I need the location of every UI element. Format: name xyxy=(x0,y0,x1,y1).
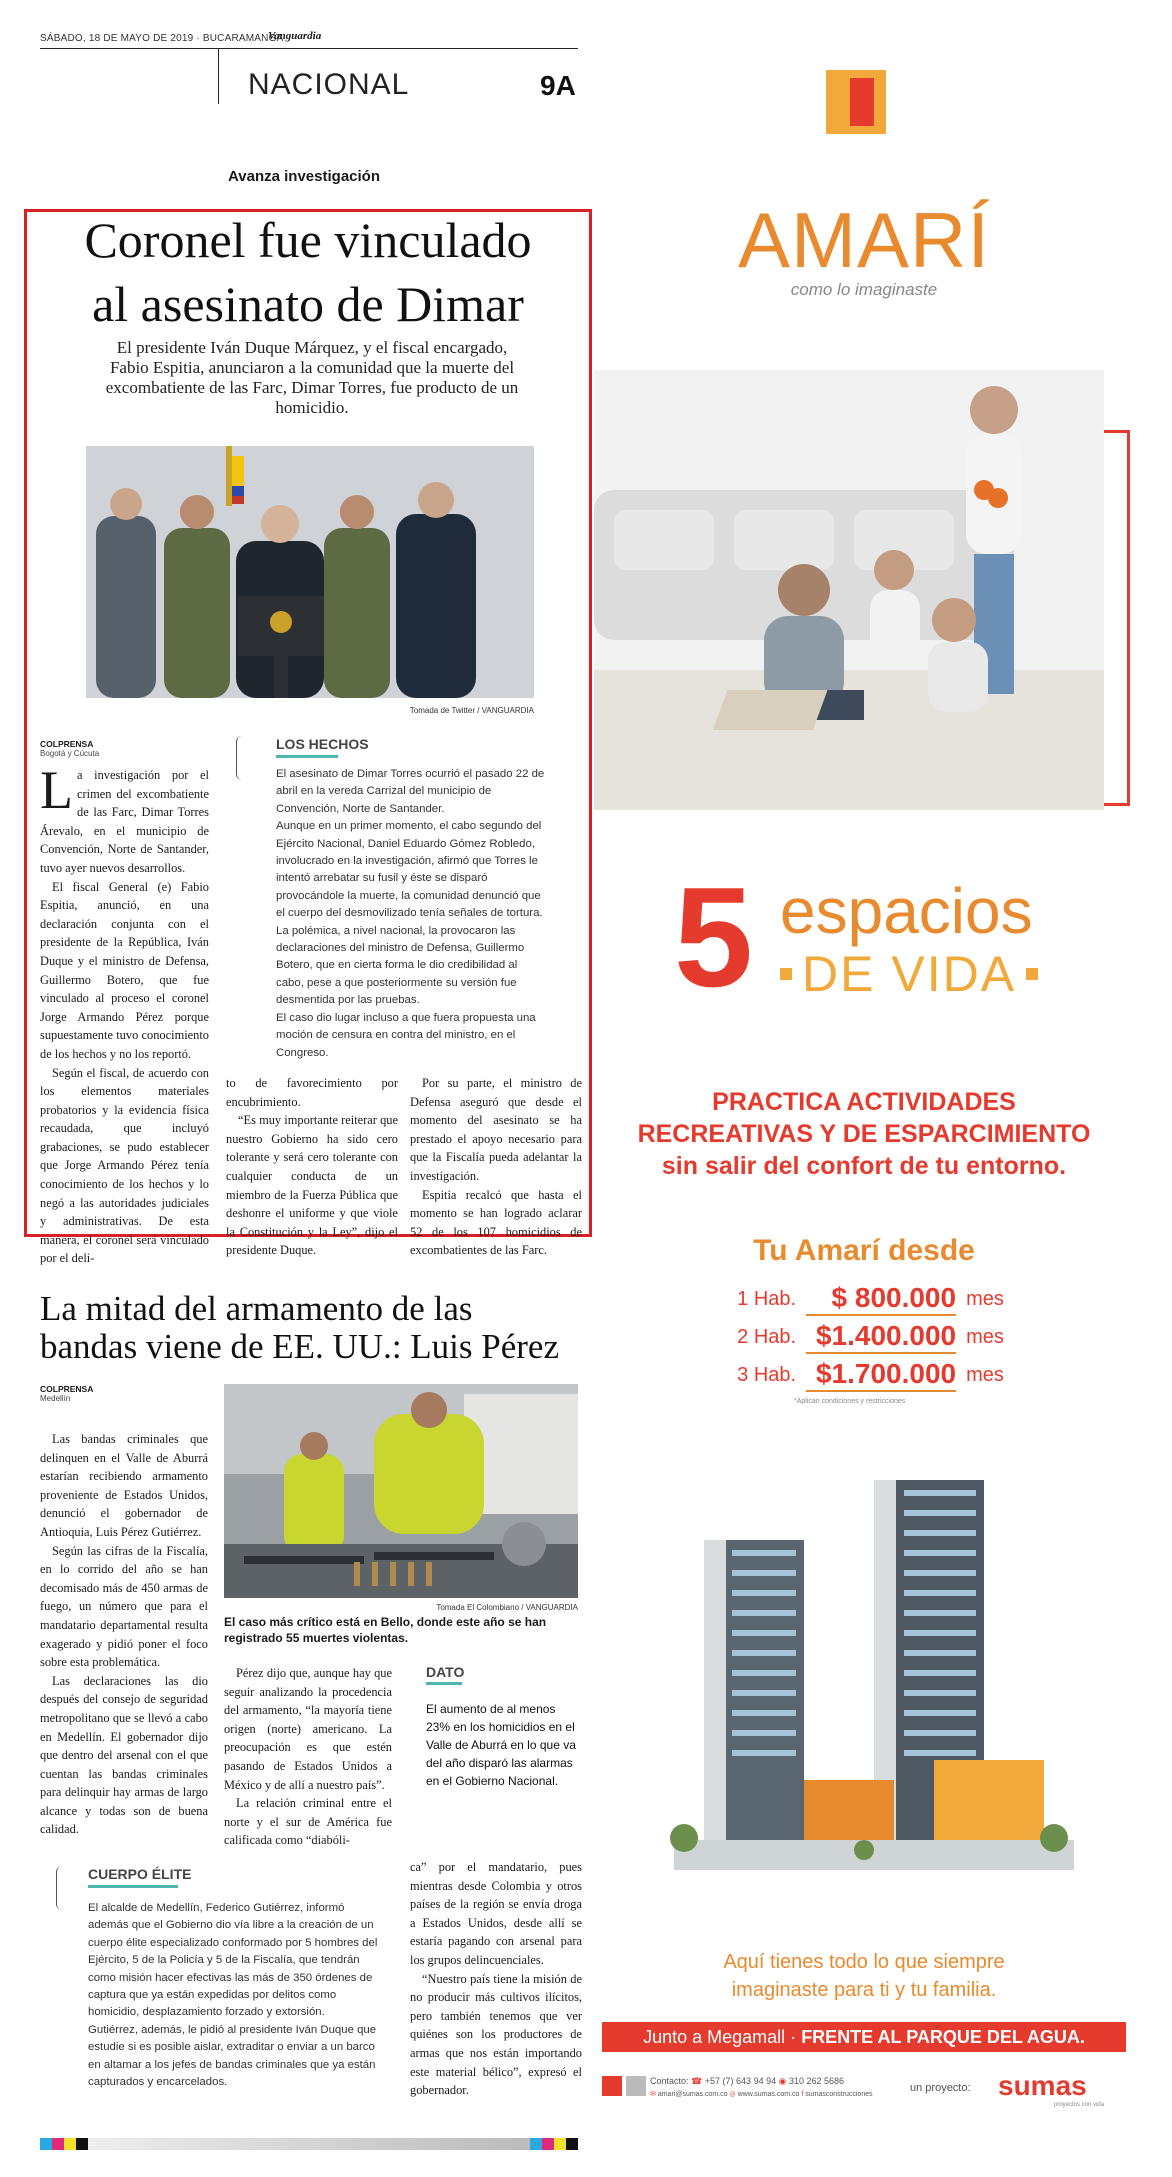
dato-text: El aumento de al menos 23% en los homicidios en el Valle de Aburrá en lo que va del año disparó las alarmas en el Gobierno Nacional. xyxy=(426,1702,576,1788)
price-row-2 xyxy=(594,1318,1134,1356)
phone-icon: ☎ xyxy=(691,2076,703,2086)
ad-web2[interactable]: www.sumas.com.co xyxy=(737,2091,800,2098)
seized-weapons-image xyxy=(224,1384,578,1598)
ad-contact-label: Contacto: xyxy=(650,2076,689,2086)
price-row-3-hab: 3 Hab. xyxy=(737,1363,797,1386)
print-color-bar xyxy=(40,2138,578,2150)
whatsapp-icon: ◉ xyxy=(778,2076,787,2086)
elite-bracket xyxy=(56,1866,66,1910)
story2-headline-line1: La mitad del armamento de las xyxy=(40,1289,473,1328)
amari-ad xyxy=(594,40,1134,2140)
ad-practica-line3: sin salir del confort de tu entorno. xyxy=(661,1152,1067,1180)
facebook-icon: f xyxy=(801,2091,804,2098)
building-image xyxy=(614,1460,1114,1920)
elite-rule xyxy=(88,1885,178,1888)
section-divider xyxy=(218,48,219,104)
ad-footer-squares xyxy=(602,2076,646,2096)
hechos-p2: Aunque en un primer momento, el cabo segundo del Ejército Nacional, Daniel Eduardo Gómez Robledo, involucrado en la investigación, afirmó que Torres le intentó arrebatar su fusil y éste se disparó provocándole la muerte, la comunidad denunció que el cuerpo del desmovilizado tenía señales de tortura. xyxy=(276,820,543,920)
story1-col1-p3: Según el fiscal, de acuerdo con los elementos materiales probatorios y la evidencia física recaudada, que incluyó grabaciones, se pudo establecer que Jorge Armando Pérez tenía conocimiento de los hechos y lo negó a las autoridades judiciales y administrativas. De esta manera, el coronel será vinculado por el deli- xyxy=(40,1065,209,1266)
story1-headline-line2: al asesinato de Dimar xyxy=(92,276,524,332)
ad-big-five: 5 xyxy=(674,858,753,1017)
ad-practica-line1: PRACTICA ACTIVIDADES xyxy=(712,1088,1016,1116)
hechos-rule xyxy=(276,755,338,758)
story1-headline xyxy=(30,208,586,336)
story1-col3-p1: Por su parte, el ministro de Defensa aseguró que desde el momento del asesinato se ha prestado el apoyo necesario para que la Fiscalía pueda adelantar la investigación. xyxy=(410,1076,582,1183)
story2-col1-p1: Las bandas criminales que delinquen en el Valle de Aburrá estarían recibiendo armamento proveniente de Estados Unidos, denunció el gobernador de Antioquia, Luis Pérez Gutiérrez. xyxy=(40,1432,208,1539)
ad-de-vida: DE VIDA xyxy=(802,946,1017,1002)
family-living-room-image xyxy=(594,370,1104,810)
section-label: NACIONAL xyxy=(248,68,410,101)
amari-logo-mark xyxy=(826,70,886,134)
ad-phone2: 310 262 5686 xyxy=(788,2076,845,2086)
price-row-1 xyxy=(594,1280,1134,1318)
story2-col2-p1: Pérez dijo que, aunque hay que seguir analizando la procedencia del armamento, “la mayoría tiene origen (norte) americano. La preocupación es que estén pasando de Estados Unidos a México y de allí a nuestro país”. xyxy=(224,1666,392,1792)
story2-byline-place: Medellín xyxy=(40,1394,71,1403)
elite-box-text xyxy=(88,1900,388,2091)
story2-byline: COLPRENSA xyxy=(40,1384,94,1394)
story1-headline-line1: Coronel fue vinculado xyxy=(84,212,532,268)
ad-phone1: +57 (7) 643 94 94 xyxy=(704,2076,777,2086)
masthead-rule xyxy=(40,48,578,49)
ad-contact-block xyxy=(650,2074,940,2102)
story1-dropcap: L xyxy=(40,760,73,820)
story2-headline-line2: bandas viene de EE. UU.: Luis Pérez xyxy=(40,1327,560,1366)
story2-photo xyxy=(224,1384,578,1598)
story1-col1-p2: El fiscal General (e) Fabio Espitia, anunció, en una declaración conjunta con el presidente de la República, Iván Duque y el ministro de Defensa, Guillermo Botero, que fue vinculado al proceso el coronel Jorge Armando Pérez porque supuestamente tuvo conocimiento de los hechos y no los reportó. xyxy=(40,879,209,1061)
ad-aqui-line2: imaginaste para ti y tu familia. xyxy=(731,1979,997,2001)
ad-price-list xyxy=(594,1280,1134,1394)
ad-square-right xyxy=(1026,968,1038,980)
sumas-tagline: proyectos con vida xyxy=(1054,2102,1105,2108)
story1-byline: COLPRENSA xyxy=(40,739,94,749)
ad-practica xyxy=(594,1086,1134,1182)
story1-column-1 xyxy=(40,760,209,1268)
web-icon: ◎ xyxy=(729,2091,736,2098)
price-row-1-price: $ 800.000 xyxy=(806,1282,956,1316)
price-row-3 xyxy=(594,1356,1134,1394)
family-photo xyxy=(594,370,1104,810)
price-row-2-unit: mes xyxy=(966,1325,1004,1348)
ad-banner-b: FRENTE AL PARQUE DEL AGUA. xyxy=(801,2027,1085,2047)
story1-photo-credit: Tomada de Twitter / VANGUARDIA xyxy=(409,706,534,715)
hechos-p4: El caso dio lugar incluso a que fuera propuesta una moción de censura en contra del ministro, en el Congreso. xyxy=(276,1011,536,1059)
page-number: 9A xyxy=(540,70,576,101)
building-render xyxy=(614,1460,1114,1920)
amari-tagline: como lo imaginaste xyxy=(790,280,938,299)
hechos-box-text xyxy=(276,766,548,1062)
price-row-2-hab: 2 Hab. xyxy=(737,1325,797,1348)
story1-col2-p1: to de favorecimiento por encubrimiento. xyxy=(226,1076,398,1109)
story2-col3-p2: “Nuestro país tiene la misión de no producir más cultivos ilícitos, pero también tenemos que ver quiénes son los productores de armas que nos están importando este material bélico”, expresó el gobernador. xyxy=(410,1971,582,2098)
hechos-title: LOS HECHOS xyxy=(276,736,369,752)
story1-column-2 xyxy=(226,1074,398,1260)
story2-photo-credit: Tomada El Colombiano / VANGUARDIA xyxy=(436,1603,578,1612)
hechos-p1: El asesinato de Dimar Torres ocurrió el pasado 22 de abril en la vereda Carrizal del municipio de Convención, Norte de Santander. xyxy=(276,768,545,815)
story1-col1-p1: a investigación por el crimen del excombatiente de las Farc, Dimar Torres Árevalo, en el municipio de Convención, Norte de Santander, tuvo ayer nuevos desarrollos. xyxy=(40,768,209,875)
story2-col2-p2: La relación criminal entre el norte y el sur de América fue calificada como “diabóli- xyxy=(224,1796,392,1848)
dato-rule xyxy=(426,1682,462,1685)
ad-web3[interactable]: sumasconstrucciones xyxy=(805,2091,873,2098)
paper-name: Vanguardia xyxy=(268,30,322,42)
elite-p2: Gutiérrez, además, le pidió al presidente Iván Duque que estudie si es posible aislar, extraditar o enviar a un barco en altamar a los jefes de bandas criminales que ya están capturados y encarcelados. xyxy=(88,2023,377,2089)
price-row-3-price: $1.700.000 xyxy=(806,1358,956,1392)
story1-col3-p2: Espitia recalcó que hasta el momento se han logrado aclarar 52 de los 107 homicidios de excombatientes de las Farc. xyxy=(410,1187,582,1258)
story2-col1-p2: Según las cifras de la Fiscalía, en lo corrido del año se han decomisado más de 450 armas de fuego, un número que para el mandatario departamental resulta exagerado y pidió poner el foco sobre esta problemática. xyxy=(40,1543,208,1670)
ad-aqui xyxy=(594,1948,1134,2004)
ad-fineprint: *Aplican condiciones y restricciones xyxy=(794,1398,906,1405)
story2-headline xyxy=(40,1290,600,1366)
amari-brand: AMARÍ xyxy=(737,196,991,284)
sumas-logo: sumas xyxy=(998,2070,1087,2101)
story1-column-3 xyxy=(410,1074,582,1260)
ad-de-vida-block xyxy=(780,946,1038,1002)
story2-col1-p3: Las declaraciones las dio después del consejo de seguridad metropolitano que se llevó a cabo en Medellín. El gobernador dijo que dentro del arsenal con el que cuentan las bandas criminales para delinquir hay armas de largo alcance y todas son de buena calidad. xyxy=(40,1673,208,1837)
story2-column-3 xyxy=(410,1858,582,2100)
story1-photo xyxy=(86,446,534,698)
price-row-2-price: $1.400.000 xyxy=(806,1320,956,1354)
ad-espacios: espacios xyxy=(780,875,1033,947)
ad-desde: Tu Amarí desde xyxy=(753,1234,975,1267)
dateline: SÁBADO, 18 DE MAYO DE 2019 · BUCARAMANGA xyxy=(40,33,284,44)
story2-photo-caption: El caso más crítico está en Bello, donde este año se han registrado 55 muertes violentas. xyxy=(224,1615,547,1645)
story2-column-1 xyxy=(40,1430,208,1839)
story2-col3-p1: ca” por el mandatario, pues mientras desde Colombia y otros países de la región se envía droga a Estados Unidos, desde allí se estaría pagando con arsenal para los grupos delincuenciales. xyxy=(410,1860,582,1967)
story1-kicker: Avanza investigación xyxy=(228,168,380,185)
dato-title: DATO xyxy=(426,1664,465,1680)
hechos-bracket xyxy=(236,736,246,780)
ad-aqui-line1: Aquí tienes todo lo que siempre xyxy=(723,1951,1005,1973)
ad-proyecto: un proyecto: xyxy=(910,2082,971,2094)
price-row-1-unit: mes xyxy=(966,1287,1004,1310)
story1-byline-place: Bogotá y Cúcuta xyxy=(40,749,100,758)
story1-deck: El presidente Iván Duque Márquez, y el fiscal encargado, Fabio Espitia, anunciaron a la comunidad que la muerte del excombatiente de las Farc, Dimar Torres, fue producto de un homicidio. xyxy=(105,338,519,417)
story2-column-2 xyxy=(224,1664,392,1850)
price-row-1-hab: 1 Hab. xyxy=(737,1287,797,1310)
story1-col2-p2: “Es muy importante reiterar que nuestro Gobierno ha sido cero tolerante y será cero tolerante con cualquier conducta de un miembro de la Fuerza Pública que deshonre el uniforme y que viole la Constitución y la Ley”, dijo el presidente Duque. xyxy=(226,1113,398,1258)
ad-web1[interactable]: amari@sumas.com.co xyxy=(657,2091,728,2098)
elite-p1: El alcalde de Medellín, Federico Gutiérrez, informó además que el Gobierno dio vía libre a la creación de un cuerpo élite especializado conformado por 5 hombres del Ejército, 5 de la Policía y 5 de la Fiscalía, que tendrán como misión hacer efectivas las más de 350 órdenes de captura que ya están expedidas por delitos como homicidio, desplazamiento forzado y extorsión. xyxy=(88,1902,378,2019)
price-row-3-unit: mes xyxy=(966,1363,1004,1386)
ad-practica-line2: RECREATIVAS Y DE ESPARCIMIENTO xyxy=(637,1120,1091,1148)
hechos-p3: La polémica, a nivel nacional, la provocaron las declaraciones del ministro de Defensa, Guillermo Botero, que en cierta forma le dio credibilidad al cabo, pese a que posteriormente su versión fue desmentida por las pruebas. xyxy=(276,924,525,1007)
press-conference-image xyxy=(86,446,534,698)
email-icon: ✉ xyxy=(650,2091,656,2098)
ad-square-left xyxy=(780,968,792,980)
ad-location-banner xyxy=(602,2022,1126,2052)
ad-banner-a: Junto a Megamall · xyxy=(643,2027,802,2047)
elite-title: CUERPO ÉLITE xyxy=(88,1866,192,1882)
